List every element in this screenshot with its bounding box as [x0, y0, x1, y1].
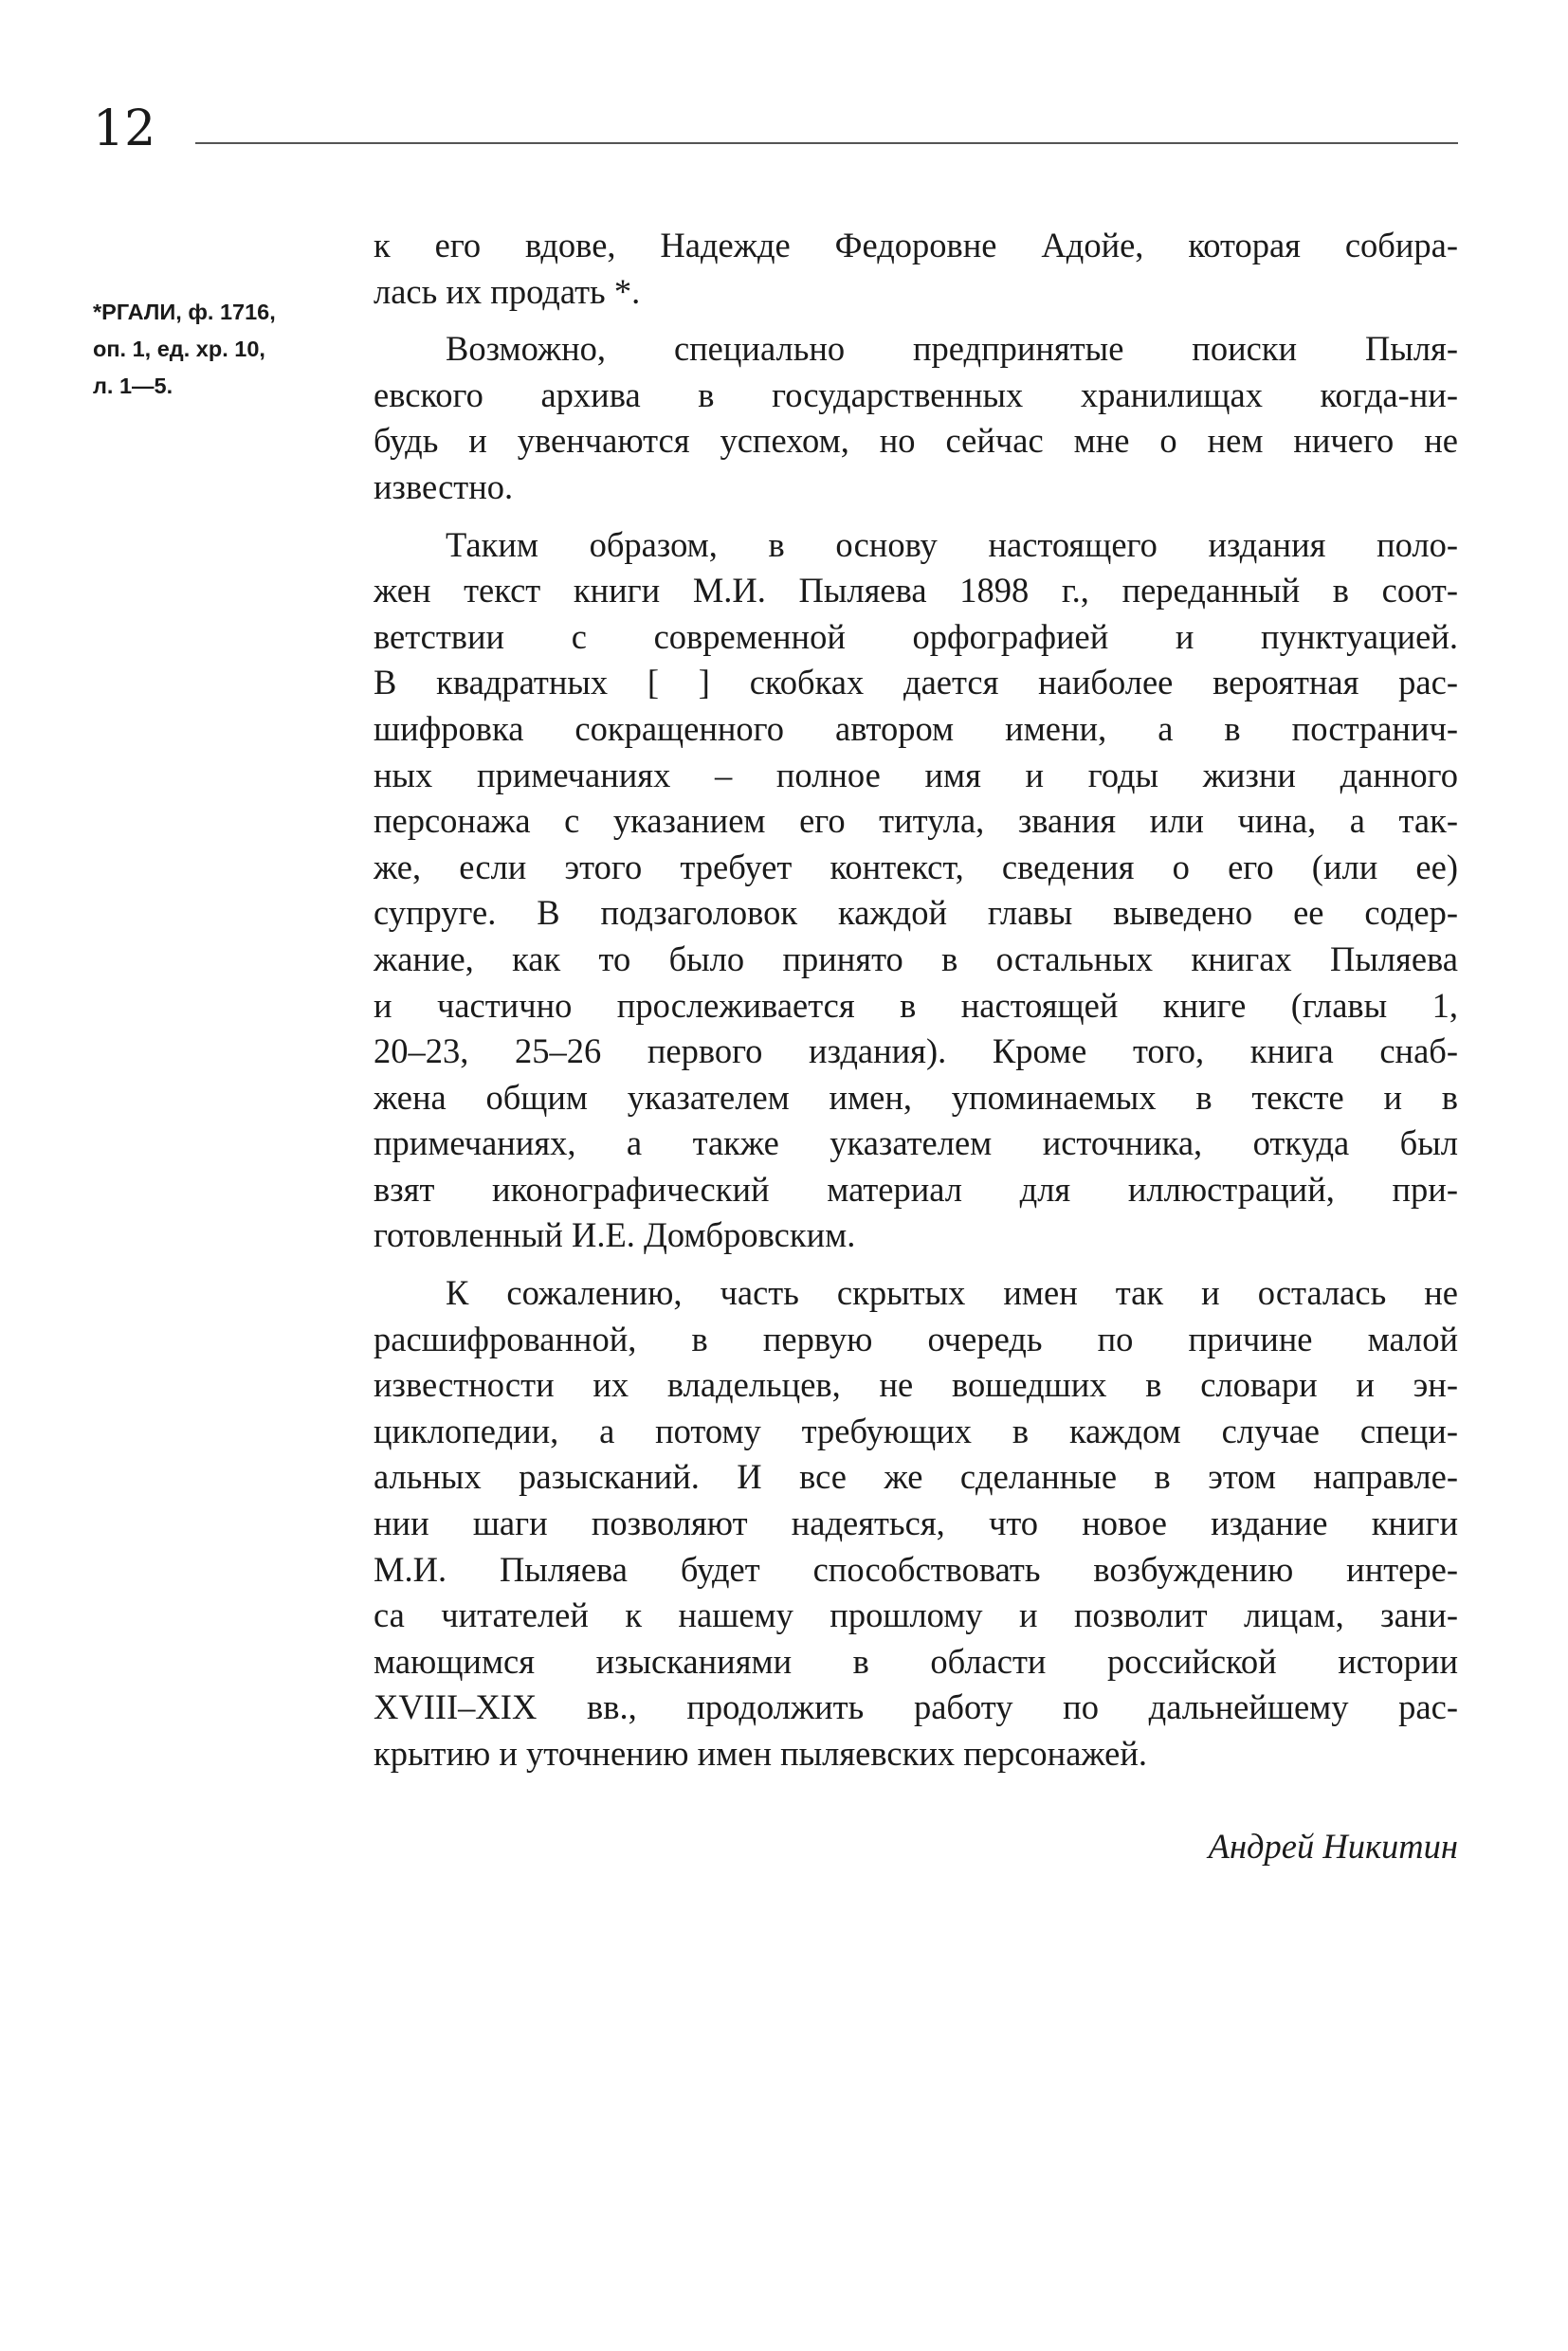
- margin-note: [93, 294, 339, 405]
- text-line: В квадратных [ ] скобках дается наиболее вероятная рас-: [374, 663, 1458, 702]
- body-text: [374, 223, 1458, 1777]
- text-line: шифровка сокращенного автором имени, а в постранич-: [374, 708, 1458, 748]
- paragraph: [374, 522, 1458, 1260]
- text-line: К сожалению, часть скрытых имен так и осталась не: [446, 1273, 1458, 1313]
- text-line: жена общим указателем имен, упоминаемых в тексте и в: [374, 1077, 1458, 1117]
- header-rule: [195, 142, 1458, 144]
- text-line: будь и увенчаются успехом, но сейчас мне о нем ничего не: [374, 421, 1458, 461]
- text-line: жен текст книги М.И. Пыляева 1898 г., переданный в соот-: [374, 571, 1458, 611]
- text-line: крытию и уточнению имен пыляевских персонажей.: [374, 1734, 1147, 1773]
- text-line: известности их владельцев, не вошедших в словари и эн-: [374, 1365, 1458, 1405]
- text-line: жание, как то было принято в остальных книгах Пыляева: [374, 939, 1458, 978]
- text-line: 20–23, 25–26 первого издания). Кроме того, книга снаб-: [374, 1031, 1458, 1071]
- text-line: циклопедии, а потому требующих в каждом случае специ-: [374, 1411, 1458, 1450]
- margin-note-line: оп. 1, ед. хр. 10,: [93, 337, 265, 361]
- text-line: Возможно, специально предпринятые поиски Пыля-: [446, 329, 1458, 369]
- margin-note-line: л. 1—5.: [93, 374, 173, 398]
- text-line: евского архива в государственных хранилищах когда-ни-: [374, 374, 1458, 414]
- text-line: М.И. Пыляева будет способствовать возбуждению интере-: [374, 1549, 1458, 1589]
- text-line: альных разысканий. И все же сделанные в этом направле-: [374, 1457, 1458, 1497]
- text-line: же, если этого требует контекст, сведения о его (или ее): [374, 847, 1458, 886]
- text-line: са читателей к нашему прошлому и позволит лицам, зани-: [374, 1595, 1458, 1635]
- text-line: супруге. В подзаголовок каждой главы выведено ее содер-: [374, 893, 1458, 933]
- text-line: мающимся изысканиями в области российской истории: [374, 1641, 1458, 1681]
- text-line: примечаниях, а также указателем источника, откуда был: [374, 1123, 1458, 1163]
- page-number: 12: [93, 100, 156, 157]
- paragraph: [374, 326, 1458, 510]
- text-line: известно.: [374, 466, 514, 506]
- text-line: ных примечаниях – полное имя и годы жизни данного: [374, 755, 1458, 794]
- text-line: XVIII–XIX вв., продолжить работу по дальнейшему рас-: [374, 1687, 1458, 1727]
- paragraph: [374, 223, 1458, 315]
- margin-note-line: *РГАЛИ, ф. 1716,: [93, 300, 276, 324]
- text-line: Таким образом, в основу настоящего издания поло-: [446, 524, 1458, 564]
- author-signature: Андрей Никитин: [1208, 1827, 1458, 1866]
- text-line: нии шаги позволяют надеяться, что новое издание книги: [374, 1504, 1458, 1543]
- text-line: к его вдове, Надежде Федоровне Адойе, которая собира-: [374, 226, 1458, 264]
- text-line: взят иконографический материал для иллюстраций, при-: [374, 1169, 1458, 1209]
- text-line: лась их продать *.: [374, 271, 641, 311]
- paragraph: [374, 1270, 1458, 1777]
- text-line: расшифрованной, в первую очередь по причине малой: [374, 1319, 1458, 1358]
- text-line: готовленный И.Е. Домбровским.: [374, 1215, 856, 1255]
- text-line: и частично прослеживается в настоящей книге (главы 1,: [374, 985, 1458, 1025]
- text-line: ветствии с современной орфографией и пунктуацией.: [374, 616, 1458, 656]
- text-line: персонажа с указанием его титула, звания или чина, а так-: [374, 801, 1458, 841]
